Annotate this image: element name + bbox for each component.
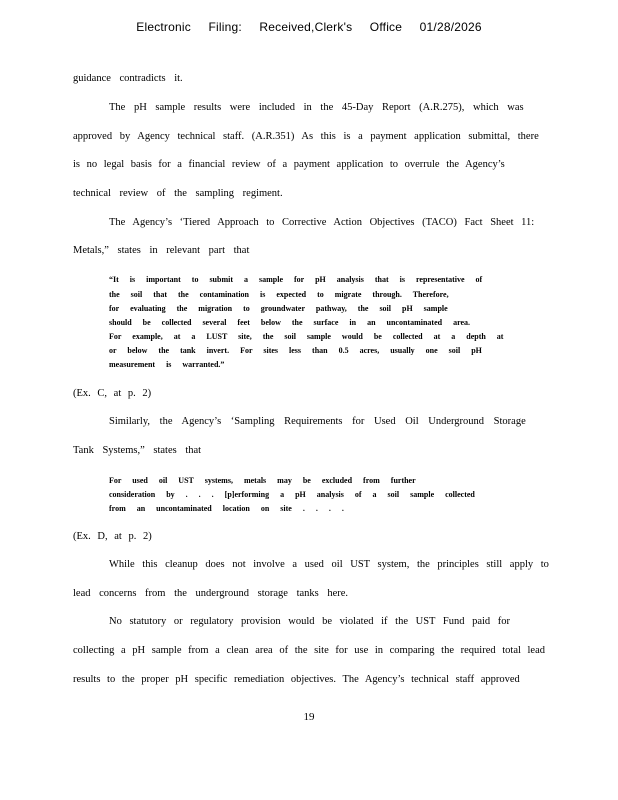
quote-line: measurement is warranted.” xyxy=(109,360,225,369)
paragraph-line: While this cleanup does not involve a used oil UST system, the principles still apply to xyxy=(109,559,549,570)
paragraph-line: Similarly, the Agency’s ‘Sampling Requirements for Used Oil Underground Storage xyxy=(109,416,526,427)
paragraph-line: approved by Agency technical staff. (A.R.351) As this is a payment application submittal, there xyxy=(73,131,539,142)
quote-line: “It is important to submit a sample for pH analysis that is representative of xyxy=(109,275,483,284)
quote-line: For used oil UST systems, metals may be excluded from further xyxy=(109,476,416,485)
paragraph-line: Metals,” states in relevant part that xyxy=(73,245,250,256)
paragraph-line: technical review of the sampling regiment. xyxy=(73,188,283,199)
quote-line: consideration by . . . [p]erforming a pH analysis of a soil sample collected xyxy=(109,490,475,499)
quote-line: or below the tank invert. For sites less than 0.5 acres, usually one soil pH xyxy=(109,346,482,355)
quote-line: should be collected several feet below the surface in an uncontaminated area. xyxy=(109,318,471,327)
paragraph-line: guidance contradicts it. xyxy=(73,73,183,84)
paragraph-line: lead concerns from the underground storage tanks here. xyxy=(73,588,349,599)
citation: (Ex. D, at p. 2) xyxy=(73,531,152,542)
filing-stamp-header: Electronic Filing: Received,Clerk's Office 01/28/2026 xyxy=(136,20,482,34)
quote-line: from an uncontaminated location on site . . . . xyxy=(109,504,344,513)
paragraph-line: results to the proper pH specific remediation objectives. The Agency’s technical staff approved xyxy=(73,674,520,685)
quote-line: for evaluating the migration to groundwater pathway, the soil pH sample xyxy=(109,304,448,313)
paragraph-line: is no legal basis for a financial review of a payment application to overrule the Agency’s xyxy=(73,159,505,170)
paragraph-line: Tank Systems,” states that xyxy=(73,445,202,456)
paragraph-line: No statutory or regulatory provision would be violated if the UST Fund paid for xyxy=(109,616,511,627)
page-number: 19 xyxy=(303,711,315,723)
citation: (Ex. C, at p. 2) xyxy=(73,388,152,399)
paragraph-line: The pH sample results were included in the 45-Day Report (A.R.275), which was xyxy=(109,102,524,113)
paragraph-line: The Agency’s ‘Tiered Approach to Corrective Action Objectives (TACO) Fact Sheet 11: xyxy=(109,217,535,228)
paragraph-line: collecting a pH sample from a clean area of the site for use in comparing the required total lead xyxy=(73,645,546,656)
quote-line: For example, at a LUST site, the soil sample would be collected at a depth at xyxy=(109,332,504,341)
quote-line: the soil that the contamination is expected to migrate through. Therefore, xyxy=(109,290,449,299)
